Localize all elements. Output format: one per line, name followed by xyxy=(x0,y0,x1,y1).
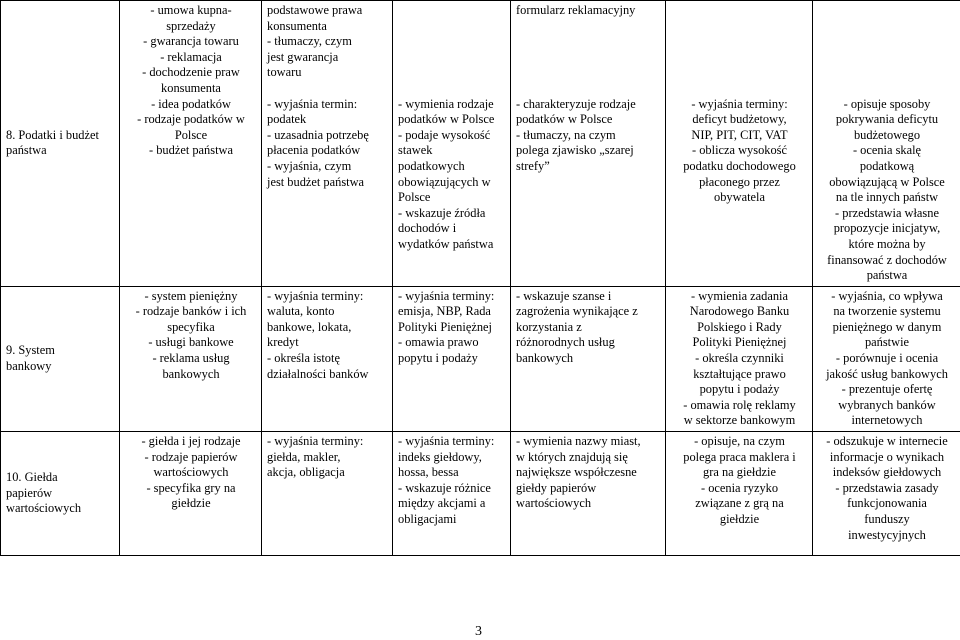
requirements-advanced-text xyxy=(516,434,661,512)
text-line: akcja, obligacja xyxy=(267,465,345,480)
requirements-advanced-cell xyxy=(511,1,666,287)
text-line: stawek xyxy=(398,143,433,158)
text-line: bankowych xyxy=(516,351,574,366)
requirements-outstanding-cell xyxy=(813,1,960,287)
text-line: - reklama usług xyxy=(152,351,230,366)
requirements-advanced-text xyxy=(516,289,661,367)
text-line xyxy=(671,19,808,35)
text-line: funduszy xyxy=(864,512,910,526)
content-text xyxy=(125,289,257,383)
text-line: popytu i podaży xyxy=(398,351,478,366)
content-cell xyxy=(120,1,262,287)
text-line xyxy=(516,19,661,35)
page-number: 3 xyxy=(475,624,482,639)
text-line xyxy=(818,50,956,66)
text-line: internetowych xyxy=(851,413,923,428)
text-line xyxy=(516,65,661,81)
text-line: państwa xyxy=(6,143,47,158)
text-line: związane z grą na xyxy=(695,496,784,511)
text-line: - wskazuje szanse i xyxy=(516,288,612,303)
text-line: - tłumaczy, na czym xyxy=(516,127,616,142)
text-line: giełdy papierów xyxy=(516,480,597,495)
requirements-outstanding-text xyxy=(818,289,956,429)
table-row xyxy=(1,432,960,556)
text-line: - wskazuje źródła xyxy=(398,205,486,220)
content-cell xyxy=(120,432,262,556)
text-line: - wyjaśnia terminy: xyxy=(691,96,788,111)
text-line: 8. Podatki i budżet xyxy=(6,127,99,142)
text-line: Narodowego Banku xyxy=(689,304,790,319)
text-line: w których znajdują się xyxy=(516,449,628,464)
text-line: popytu i podaży xyxy=(699,382,780,397)
text-line: - podaje wysokość xyxy=(398,127,491,142)
text-line: bankowy xyxy=(6,358,52,373)
text-line: specyfika xyxy=(167,319,215,334)
text-line xyxy=(671,34,808,50)
text-line: między akcjami a xyxy=(398,496,486,511)
topic-cell xyxy=(1,286,120,431)
text-line: inwestycyjnych xyxy=(848,527,926,542)
text-line: - wyjaśnia terminy: xyxy=(267,434,364,449)
text-line: - prezentuje ofertę xyxy=(841,382,933,397)
text-line: Polityki Pieniężnej xyxy=(692,335,787,350)
content-text xyxy=(125,434,257,512)
text-line xyxy=(818,3,956,19)
text-line: podatków w Polsce xyxy=(398,112,495,127)
requirements-higher-text xyxy=(671,3,808,206)
text-line xyxy=(516,50,661,66)
text-line xyxy=(818,34,956,50)
text-line: - wymienia rodzaje xyxy=(398,96,494,111)
text-line: NIP, PIT, CIT, VAT xyxy=(691,127,788,142)
text-line xyxy=(267,81,388,97)
text-line: - wyjaśnia terminy: xyxy=(267,288,364,303)
requirements-advanced-cell xyxy=(511,432,666,556)
requirements-basic-cell xyxy=(262,1,393,287)
text-line: konsumenta xyxy=(267,18,327,33)
text-line: - giełda i jej rodzaje xyxy=(141,434,241,449)
text-line xyxy=(398,34,506,50)
text-line: - umowa kupna- xyxy=(150,3,232,17)
content-cell xyxy=(120,286,262,431)
text-line: wartościowych xyxy=(153,465,229,480)
text-line: jest gwarancja xyxy=(267,49,339,64)
requirements-basic-text xyxy=(267,3,388,190)
text-line: - budżet państwa xyxy=(149,143,233,158)
requirements-extended-text xyxy=(398,289,506,367)
text-line: - ocenia skalę xyxy=(852,143,922,158)
requirements-extended-text xyxy=(398,3,506,253)
requirements-extended-cell xyxy=(393,432,511,556)
text-line: - system pieniężny xyxy=(144,288,238,303)
requirements-extended-cell xyxy=(393,286,511,431)
requirements-advanced-text xyxy=(516,3,661,175)
requirements-extended-text xyxy=(398,434,506,528)
text-line: - oblicza wysokość xyxy=(692,143,787,158)
text-line: towaru xyxy=(267,65,302,80)
text-line: kredyt xyxy=(267,335,299,350)
text-line: na tle innych państw xyxy=(835,190,939,205)
text-line: podatek xyxy=(267,112,307,127)
text-line: - gwarancja towaru xyxy=(143,34,239,49)
text-line xyxy=(516,81,661,97)
text-line: - charakteryzuje rodzaje xyxy=(516,96,636,111)
text-line: strefy” xyxy=(516,158,550,173)
text-line: Polskiego i Rady xyxy=(697,319,782,334)
text-line: Polsce xyxy=(174,127,208,142)
text-line: gra na giełdzie xyxy=(703,465,776,480)
text-line: - reklamacja xyxy=(160,49,222,64)
text-line: - przedstawia zasady xyxy=(835,480,939,495)
text-line: największe współczesne xyxy=(516,465,637,480)
requirements-basic-text xyxy=(267,289,388,383)
text-line: jakość usług bankowych xyxy=(826,366,948,381)
requirements-outstanding-text xyxy=(818,3,956,284)
text-line xyxy=(671,81,808,97)
text-line xyxy=(398,65,506,81)
text-line: informacje o wynikach xyxy=(829,449,945,464)
text-line: - specyfika gry na xyxy=(146,480,236,495)
text-line: - omawia rolę reklamy xyxy=(683,397,796,412)
text-line: państwie xyxy=(864,335,910,350)
text-line: funkcjonowania xyxy=(847,496,927,511)
table-row xyxy=(1,1,960,287)
text-line: podatków w Polsce xyxy=(516,112,613,127)
text-line: pokrywania deficytu xyxy=(835,112,939,127)
requirements-higher-cell xyxy=(666,1,813,287)
text-line: wartościowych xyxy=(516,496,592,511)
requirements-higher-cell xyxy=(666,286,813,431)
text-line: - dochodzenie praw xyxy=(142,65,240,80)
text-line xyxy=(818,81,956,97)
text-line: wybranych banków xyxy=(838,397,936,412)
topic-text xyxy=(6,470,115,517)
text-line: obywatela xyxy=(714,190,765,205)
text-line xyxy=(398,81,506,97)
requirements-basic-cell xyxy=(262,286,393,431)
text-line: indeksów giełdowych xyxy=(832,465,942,480)
text-line: hossa, bessa xyxy=(398,465,459,480)
text-line: - wymienia zadania xyxy=(690,288,788,303)
requirements-outstanding-cell xyxy=(813,432,960,556)
text-line: zagrożenia wynikające z xyxy=(516,304,638,319)
text-line: podstawowe prawa xyxy=(267,3,363,17)
text-line: - porównuje i ocenia xyxy=(835,351,939,366)
text-line: - wyjaśnia, czym xyxy=(267,158,352,173)
text-line: emisja, NBP, Rada xyxy=(398,304,491,319)
text-line: - wyjaśnia terminy: xyxy=(398,434,495,449)
text-line xyxy=(818,65,956,81)
text-line: które można by xyxy=(848,236,926,251)
requirements-outstanding-text xyxy=(818,434,956,543)
table-row xyxy=(1,286,960,431)
text-line: - wyjaśnia terminy: xyxy=(398,288,495,303)
text-line: różnorodnych usług xyxy=(516,335,615,350)
text-line: kształtujące prawo xyxy=(693,366,786,381)
text-line: giełdzie xyxy=(719,512,760,526)
text-line: obligacjami xyxy=(398,512,457,526)
text-line xyxy=(516,34,661,50)
text-line: indeks giełdowy, xyxy=(398,449,482,464)
text-line: Polsce xyxy=(398,190,431,205)
text-line: - odszukuje w internecie xyxy=(826,434,948,449)
text-line: Polityki Pieniężnej xyxy=(398,319,492,334)
text-line: budżetowego xyxy=(853,127,921,142)
text-line: działalności banków xyxy=(267,366,369,381)
text-line: jest budżet państwa xyxy=(267,174,365,189)
text-line: - omawia prawo xyxy=(398,335,479,350)
text-line: 10. Giełda xyxy=(6,470,58,485)
text-line: obowiązującą w Polsce xyxy=(829,174,945,189)
text-line xyxy=(398,50,506,66)
text-line xyxy=(398,3,506,19)
text-line: polega zjawisko „szarej xyxy=(516,143,634,158)
text-line: waluta, konto xyxy=(267,304,335,319)
text-line: giełda, makler, xyxy=(267,449,341,464)
text-line xyxy=(671,50,808,66)
requirements-advanced-cell xyxy=(511,286,666,431)
text-line: finansować z dochodów xyxy=(827,252,947,267)
text-line: podatkowych xyxy=(398,158,465,173)
text-line: - idea podatków xyxy=(151,96,231,111)
text-line: państwa xyxy=(866,268,908,283)
requirements-higher-text xyxy=(671,434,808,528)
text-line: w sektorze bankowym xyxy=(683,413,796,428)
text-line: wydatków państwa xyxy=(398,236,494,251)
text-line: - rodzaje podatków w xyxy=(137,112,245,127)
text-line: podatku dochodowego xyxy=(683,158,796,173)
text-line: - przedstawia własne xyxy=(835,205,939,220)
text-line: - wskazuje różnice xyxy=(398,480,491,495)
requirements-higher-cell xyxy=(666,432,813,556)
topic-cell xyxy=(1,432,120,556)
requirements-outstanding-cell xyxy=(813,286,960,431)
text-line: - wymienia nazwy miast, xyxy=(516,434,641,449)
requirements-extended-cell xyxy=(393,1,511,287)
text-line: płaconego przez xyxy=(699,174,780,189)
text-line xyxy=(398,19,506,35)
topic-text xyxy=(6,128,115,159)
text-line: - tłumaczy, czym xyxy=(267,34,352,49)
text-line: płacenia podatków xyxy=(267,143,361,158)
text-line: podatkową xyxy=(859,158,915,173)
text-line: na tworzenie systemu xyxy=(833,304,941,319)
text-line: korzystania z xyxy=(516,319,582,334)
text-line: - ocenia ryzyko xyxy=(700,480,779,495)
text-line: - usługi bankowe xyxy=(148,335,234,350)
requirements-basic-text xyxy=(267,434,388,481)
text-line: - określa czynniki xyxy=(695,351,784,366)
text-line: obowiązujących w xyxy=(398,174,491,189)
text-line: sprzedaży xyxy=(166,18,216,33)
text-line: bankowych xyxy=(162,366,220,381)
text-line: propozycje inicjatyw, xyxy=(833,221,941,236)
content-text xyxy=(125,3,257,159)
text-line xyxy=(818,19,956,35)
text-line: giełdzie xyxy=(171,496,211,511)
text-line: - określa istotę xyxy=(267,351,340,366)
text-line: pieniężnego w danym xyxy=(832,319,942,334)
text-line: polega praca maklera i xyxy=(683,449,796,464)
text-line: bankowe, lokata, xyxy=(267,319,352,334)
text-line: - wyjaśnia, co wpływa xyxy=(831,288,943,303)
text-line: - rodzaje banków i ich xyxy=(135,304,247,319)
topic-cell xyxy=(1,1,120,287)
text-line xyxy=(671,3,808,19)
text-line: konsumenta xyxy=(161,80,221,95)
text-line xyxy=(671,65,808,81)
topic-text xyxy=(6,343,115,374)
text-line: - uzasadnia potrzebę xyxy=(267,127,369,142)
text-line: - wyjaśnia termin: xyxy=(267,96,358,111)
text-line: formularz reklamacyjny xyxy=(516,3,636,17)
requirements-basic-cell xyxy=(262,432,393,556)
text-line: deficyt budżetowy, xyxy=(692,112,787,127)
text-line: 9. System xyxy=(6,343,55,358)
text-line: - rodzaje papierów xyxy=(144,449,238,464)
text-line: - opisuje, na czym xyxy=(694,434,785,449)
text-line: dochodów i xyxy=(398,221,457,236)
text-line: wartościowych xyxy=(6,501,82,516)
text-line: papierów xyxy=(6,485,53,500)
requirements-higher-text xyxy=(671,289,808,429)
text-line: - opisuje sposoby xyxy=(843,96,931,111)
